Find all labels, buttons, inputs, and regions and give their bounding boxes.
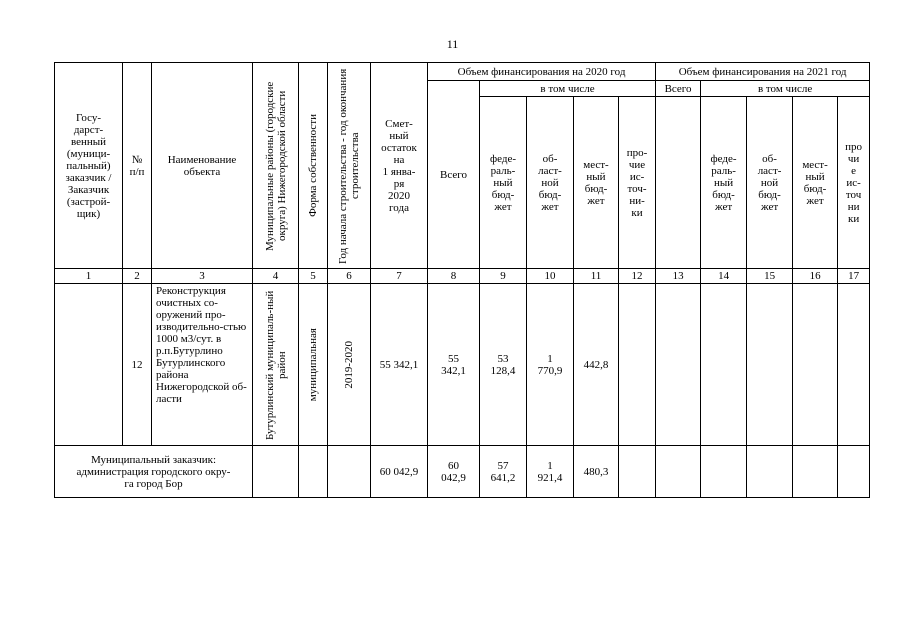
header-other-2021: про чи е ис- точ ни ки bbox=[838, 97, 870, 269]
row-years bbox=[328, 284, 371, 446]
summary-other-2021 bbox=[838, 446, 870, 498]
column-number: 2 bbox=[123, 269, 152, 284]
header-ownership-text: Форма собственности bbox=[307, 114, 319, 217]
header-districts-text: Муниципальные районы (городские округа) Нижегородской области bbox=[263, 80, 288, 251]
row-local-2020: 442,8 bbox=[574, 284, 619, 446]
header-total-2020: Всего bbox=[428, 81, 480, 269]
column-number: 7 bbox=[371, 269, 428, 284]
column-number: 16 bbox=[793, 269, 838, 284]
summary-row bbox=[55, 446, 870, 498]
header-total-2021: Всего bbox=[656, 81, 701, 97]
column-number: 3 bbox=[152, 269, 253, 284]
row-total-2020: 55 342,1 bbox=[428, 284, 480, 446]
row-ownership-text: муниципальная bbox=[307, 327, 319, 402]
row-ownership bbox=[299, 284, 328, 446]
column-number: 17 bbox=[838, 269, 870, 284]
column-number-row bbox=[55, 269, 870, 284]
header-object-name: Наименование объекта bbox=[152, 63, 253, 269]
table-row bbox=[55, 284, 870, 446]
summary-total-2021 bbox=[656, 446, 701, 498]
column-number: 13 bbox=[656, 269, 701, 284]
summary-customer: Муниципальный заказчик: администрация городского окру- га город Бор bbox=[55, 446, 253, 498]
summary-regional-2021 bbox=[747, 446, 793, 498]
row-regional-2021 bbox=[747, 284, 793, 446]
summary-local-2020: 480,3 bbox=[574, 446, 619, 498]
column-number: 12 bbox=[619, 269, 656, 284]
header-funding-2021: Объем финансирования на 2021 год bbox=[656, 63, 870, 81]
summary-federal-2021 bbox=[701, 446, 747, 498]
summary-other-2020 bbox=[619, 446, 656, 498]
summary-total-2020: 60 042,9 bbox=[428, 446, 480, 498]
column-number: 8 bbox=[428, 269, 480, 284]
row-num: 12 bbox=[123, 284, 152, 446]
header-total-2021-blank bbox=[656, 97, 701, 269]
row-federal-2021 bbox=[701, 284, 747, 446]
row-local-2021 bbox=[793, 284, 838, 446]
funding-table bbox=[54, 62, 870, 498]
column-number: 10 bbox=[527, 269, 574, 284]
row-object-name: Реконструкция очистных со-оружений про-изводительно-стью 1000 м3/сут. в р.п.Бутурлино Бутурлинского района Нижегородской об-ласти bbox=[152, 284, 253, 446]
header-regional-2021: об- ласт- ной бюд- жет bbox=[747, 97, 793, 269]
column-number: 9 bbox=[480, 269, 527, 284]
row-other-2020 bbox=[619, 284, 656, 446]
column-number: 14 bbox=[701, 269, 747, 284]
header-federal-2021: феде- раль- ный бюд- жет bbox=[701, 97, 747, 269]
summary-ownership bbox=[299, 446, 328, 498]
page-number: 11 bbox=[446, 37, 459, 51]
summary-estimate: 60 042,9 bbox=[371, 446, 428, 498]
summary-district bbox=[253, 446, 299, 498]
row-district bbox=[253, 284, 299, 446]
header-local-2020: мест- ный бюд- жет bbox=[574, 97, 619, 269]
header-districts bbox=[253, 63, 299, 269]
summary-local-2021 bbox=[793, 446, 838, 498]
row-estimate: 55 342,1 bbox=[371, 284, 428, 446]
column-number: 6 bbox=[328, 269, 371, 284]
header-federal-2020: феде- раль- ный бюд- жет bbox=[480, 97, 527, 269]
header-including-2020: в том числе bbox=[480, 81, 656, 97]
summary-regional-2020: 1 921,4 bbox=[527, 446, 574, 498]
header-num: № п/п bbox=[123, 63, 152, 269]
header-estimate: Смет- ный остаток на 1 янва- ря 2020 года bbox=[371, 63, 428, 269]
summary-federal-2020: 57 641,2 bbox=[480, 446, 527, 498]
column-number: 11 bbox=[574, 269, 619, 284]
header-regional-2020: об- ласт- ной бюд- жет bbox=[527, 97, 574, 269]
header-years-text: Год начала строительства - год окончания строительства bbox=[337, 67, 361, 264]
row-federal-2020: 53 128,4 bbox=[480, 284, 527, 446]
summary-years bbox=[328, 446, 371, 498]
row-district-text: Бутурлинский муниципаль-ный район bbox=[263, 289, 288, 440]
column-number: 5 bbox=[299, 269, 328, 284]
column-number: 1 bbox=[55, 269, 123, 284]
header-other-2020: про- чие ис- точ- ни- ки bbox=[619, 97, 656, 269]
header-customer: Госу- дарст- венный (муници- пальный) заказчик / Заказчик (застрой- щик) bbox=[55, 63, 123, 269]
row-customer bbox=[55, 284, 123, 446]
header-ownership bbox=[299, 63, 328, 269]
header-local-2021: мест- ный бюд- жет bbox=[793, 97, 838, 269]
row-years-text: 2019-2020 bbox=[343, 340, 355, 389]
header-years bbox=[328, 63, 371, 269]
header-including-2021: в том числе bbox=[701, 81, 870, 97]
column-number: 15 bbox=[747, 269, 793, 284]
column-number: 4 bbox=[253, 269, 299, 284]
header-funding-2020: Объем финансирования на 2020 год bbox=[428, 63, 656, 81]
row-other-2021 bbox=[838, 284, 870, 446]
row-regional-2020: 1 770,9 bbox=[527, 284, 574, 446]
row-total-2021 bbox=[656, 284, 701, 446]
